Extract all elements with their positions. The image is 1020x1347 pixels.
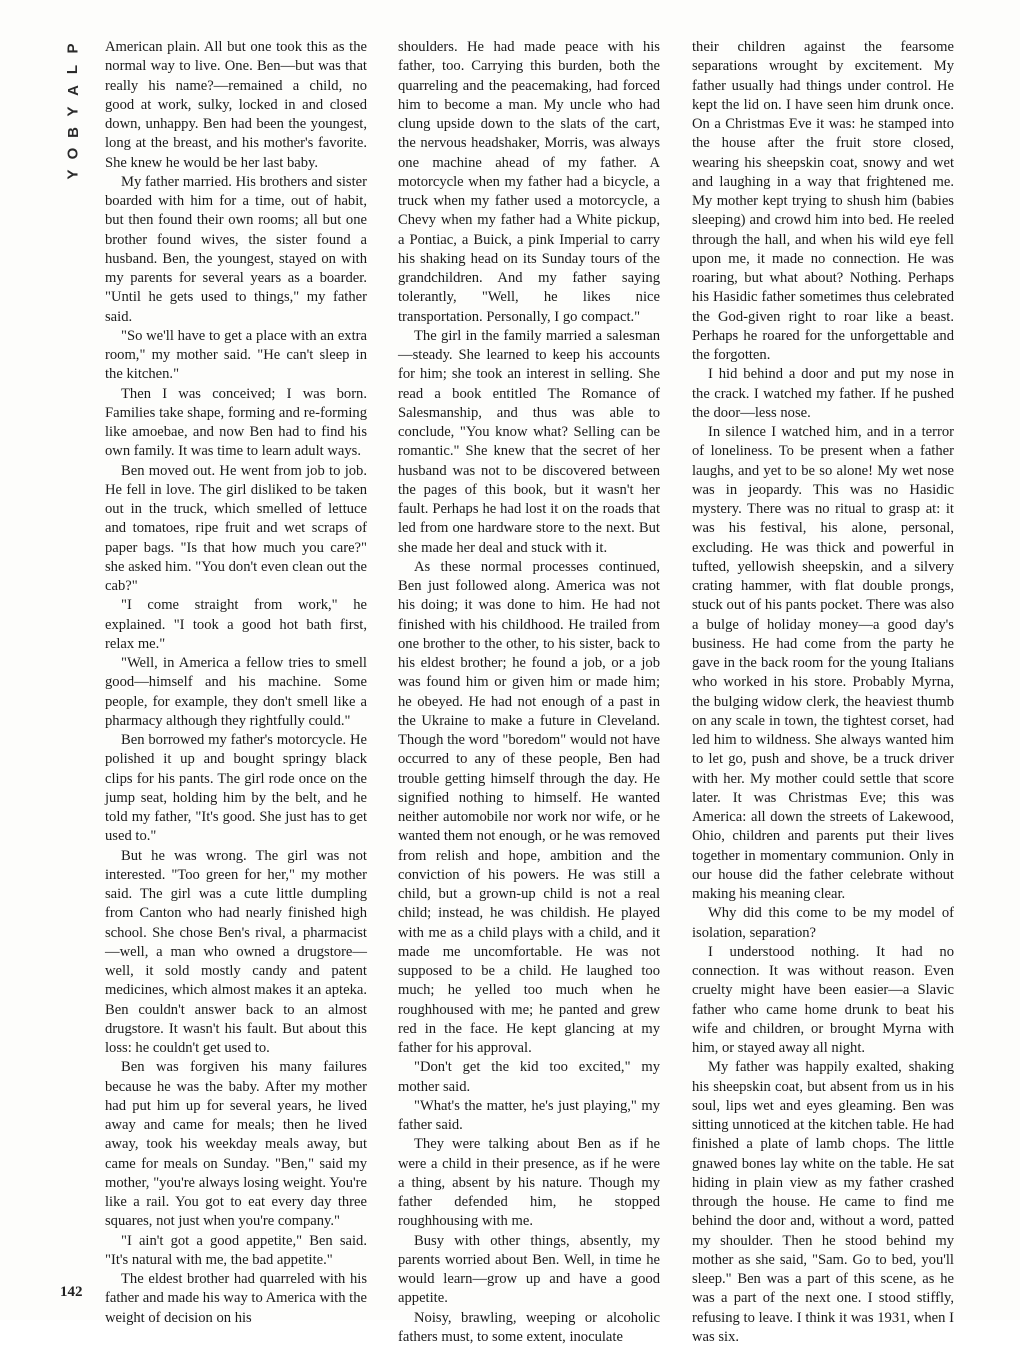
- paragraph: My father married. His brothers and sister boarded with him for a time, out of habit, but then found their own rooms; all but one brother found wives, the sister found a husband. Ben, the youngest, stayed on with my parents for several years as a boarder. "Until he gets used to things," my father said.: [105, 173, 367, 327]
- masthead-letter: B: [63, 127, 84, 138]
- text-column-2: [398, 38, 660, 1290]
- paragraph: Busy with other things, absently, my parents worried about Ben. Well, in time he would learn—grow up and have a good appetite.: [398, 1232, 660, 1309]
- paragraph: Ben borrowed my father's motorcycle. He polished it up and bought springy black clips for his pants. The girl rode once on the jump seat, holding him by the belt, and he told my father, "It's good. She just has to get used to.": [105, 731, 367, 847]
- paragraph: I understood nothing. It had no connection. It was without reason. Even cruelty might have been easier—a Slavic father who came home drunk to beat his wife and children, or brought Myrna with him, or stayed away all night.: [692, 943, 954, 1059]
- paragraph: Then I was conceived; I was born. Families take shape, forming and re-forming like amoebae, and now Ben had to find his own family. It was time to learn adult ways.: [105, 385, 367, 462]
- paragraph: They were talking about Ben as if he were a child in their presence, as if he were a thing, absent by his nature. Though my father defended him, he stopped roughhousing with me.: [398, 1135, 660, 1231]
- paragraph: The girl in the family married a salesman—steady. She learned to keep his accounts for him; she took an interest in selling. She read a book entitled The Romance of Salesmanship, and thus was able to conclude, "You know what? Selling can be romantic." She knew that the secret of her husband was not to be discovered between the pages of this book, but it wasn't her fault. Perhaps he had lost it on the roads that led from one hardware store to the next. But she made her deal and stuck with it.: [398, 327, 660, 558]
- text-column-1: [105, 38, 367, 1290]
- paragraph: "Don't get the kid too excited," my mother said.: [398, 1058, 660, 1097]
- paragraph: Noisy, brawling, weeping or alcoholic fathers must, to some extent, inoculate: [398, 1309, 660, 1347]
- paragraph: "Well, in America a fellow tries to smell good—himself and his machine. Some people, for example, they don't smell like a pharmacy although they rightfully could.": [105, 654, 367, 731]
- paragraph: "So we'll have to get a place with an extra room," my mother said. "He can't sleep in the kitchen.": [105, 327, 367, 385]
- paragraph: Why did this come to be my model of isolation, separation?: [692, 904, 954, 943]
- paragraph: "What's the matter, he's just playing," my father said.: [398, 1097, 660, 1136]
- masthead-letter: Y: [62, 169, 83, 179]
- paragraph: American plain. All but one took this as the normal way to live. One. Ben—but was that really his name?—remained a child, no good at work, sulky, locked in and closed down, unhappy. Ben had been the youngest, long at the breast, and his mother's favorite. She knew he would be her last baby.: [105, 38, 367, 173]
- masthead-playboy: [60, 38, 86, 185]
- masthead-letter: L: [62, 65, 83, 74]
- masthead-letter: P: [62, 43, 83, 53]
- paragraph: In silence I watched him, and in a terror of loneliness. To be present when a father laughs, and yet to be so alone! My wet nose was in jeopardy. This was no Hasidic mystery. There was no ritual to grasp at: it was his festival, his alone, personal, excluding. He was thick and powerful in tufted, yellowish sheepskin, and a silvery crating hammer, with flat double prongs, stuck out of his pants pocket. There was also a bulge of holiday money—a good day's business. He had come from the party he gave in the back room for the young Italians who worked in his store. Probably Myrna, the bulging widow clerk, the heaviest thumb on any scale in town, the tightest corset, had led him to wildness. She always wanted him to let go, push and shove, be a truck driver with her. My mother could settle that score later. It was Christmas Eve; this was America: all down the streets of Lakewood, Ohio, children and parents put their lives together in momentary communion. Only in our house did the father celebrate without making his meaning clear.: [692, 423, 954, 904]
- masthead-letter: A: [63, 85, 84, 96]
- paragraph: But he was wrong. The girl was not interested. "Too green for her," my mother said. The girl was a cute little dumpling from Canton who had nearly finished high school. She chose Ben's rival, a pharmacist—well, a man who owned a drugstore—well, it sold mostly candy and patent medicines, which almost makes it an apteka. Ben couldn't answer back to an almost drugstore. It wasn't his fault. But about this loss: he couldn't get used to.: [105, 847, 367, 1059]
- masthead-letter: Y: [62, 106, 83, 116]
- text-column-3: [692, 38, 954, 1290]
- paragraph: As these normal processes continued, Ben just followed along. America was not his doing; it was done to him. He had not finished with his childhood. He trailed from one brother to the other, to his sister, back to his eldest brother; he found a job, or a job was found him or given him or made him; he obeyed. He had not enough of a past in the Ukraine to make a future in Cleveland. Though the word "boredom" would not have occurred to any of these people, Ben had trouble getting himself through the day. He signified nothing to himself. He wanted neither automobile nor work nor wife, or he wanted them not enough, or he was removed from relish and hope, ambition and the conviction of his powers. He was still a child, but a grown-up child is not a real child; instead, he was childish. He played with me as a child plays with a child, and it made me uncomfortable. He was not supposed to be a child. He laughed too much; he yelled too much when he roughhoused with me; he panted and grew red in the face. He kept glancing at my father for his approval.: [398, 558, 660, 1059]
- paragraph: "I ain't got a good appetite," Ben said. "It's natural with me, the bad appetite.": [105, 1232, 367, 1271]
- masthead-letter: O: [62, 148, 83, 160]
- paragraph: My father was happily exalted, shaking his sheepskin coat, but absent from us in his soul, lips wet and eyes gleaming. Ben was sitting unnoticed at the kitchen table. He had finished a plate of lamb chops. The little gnawed bones lay white on the table. He sat hiding in plain view as my father crashed through the house. He came to find me behind the door and, without a word, patted my shoulder. Then he stood behind my mother as she said, "Sam. Go to bed, you'll sleep." Ben was a part of this scene, as he was a part of the next one. I stood stiffly, refusing to leave. I think it was 1931, when I was six.: [692, 1058, 954, 1347]
- paragraph: their children against the fearsome separations wrought by excitement. My father usually had things under control. He kept the lid on. I have seen him drunk once. On a Christmas Eve it was: he stamped into the house after the fruit store closed, wearing his sheepskin coat, snowy and wet and laughing in a way that frightened me. My mother kept trying to shush him (babies sleeping) and crowd him into bed. He reeled through the hall, and when his wild eye fell upon me, it made no connection. He was roaring, but what about? Nothing. Perhaps his Hasidic father sometimes thus celebrated the God-given right to roar like a beast. Perhaps he roared for the unforgettable and the forgotten.: [692, 38, 954, 365]
- paragraph: "I come straight from work," he explained. "I took a good hot bath first, relax me.": [105, 596, 367, 654]
- paragraph: shoulders. He had made peace with his father, too. Carrying this burden, both the quarreling and the peacemaking, had forced him to become a man. My uncle who had clung upside down to the slats of the cart, the nervous headshaker, Morris, was always one machine ahead of my father. A motorcycle when my father had a bicycle, a truck when my father used a motorcycle, a Chevy when my father had a White pickup, a Pontiac, a Buick, a pink Imperial to carry his shaking head on its Sunday tours of the grandchildren. And my father saying tolerantly, "Well, he likes nice transportation. Personally, I go compact.": [398, 38, 660, 327]
- page-number: 142: [60, 1284, 83, 1301]
- paragraph: Ben was forgiven his many failures because he was the baby. After my mother had put him up for several years, he lived away and came for meals; then he lived away, took his weekday meals away, but came for meals on Sunday. "Ben," said my mother, "you're always losing weight. You're like a rail. You got to eat every day three squares, not just when you're company.": [105, 1058, 367, 1231]
- paragraph: Ben moved out. He went from job to job. He fell in love. The girl disliked to be taken out in the truck, which smelled of lettuce and tomatoes, ripe fruit and wet scraps of paper bags. "Is that how much you care?" she asked him. "You don't even clean out the cab?": [105, 462, 367, 597]
- paragraph: The eldest brother had quarreled with his father and made his way to America with the weight of decision on his: [105, 1270, 367, 1328]
- paragraph: I hid behind a door and put my nose in the crack. I watched my father. If he pushed the door—less nose.: [692, 365, 954, 423]
